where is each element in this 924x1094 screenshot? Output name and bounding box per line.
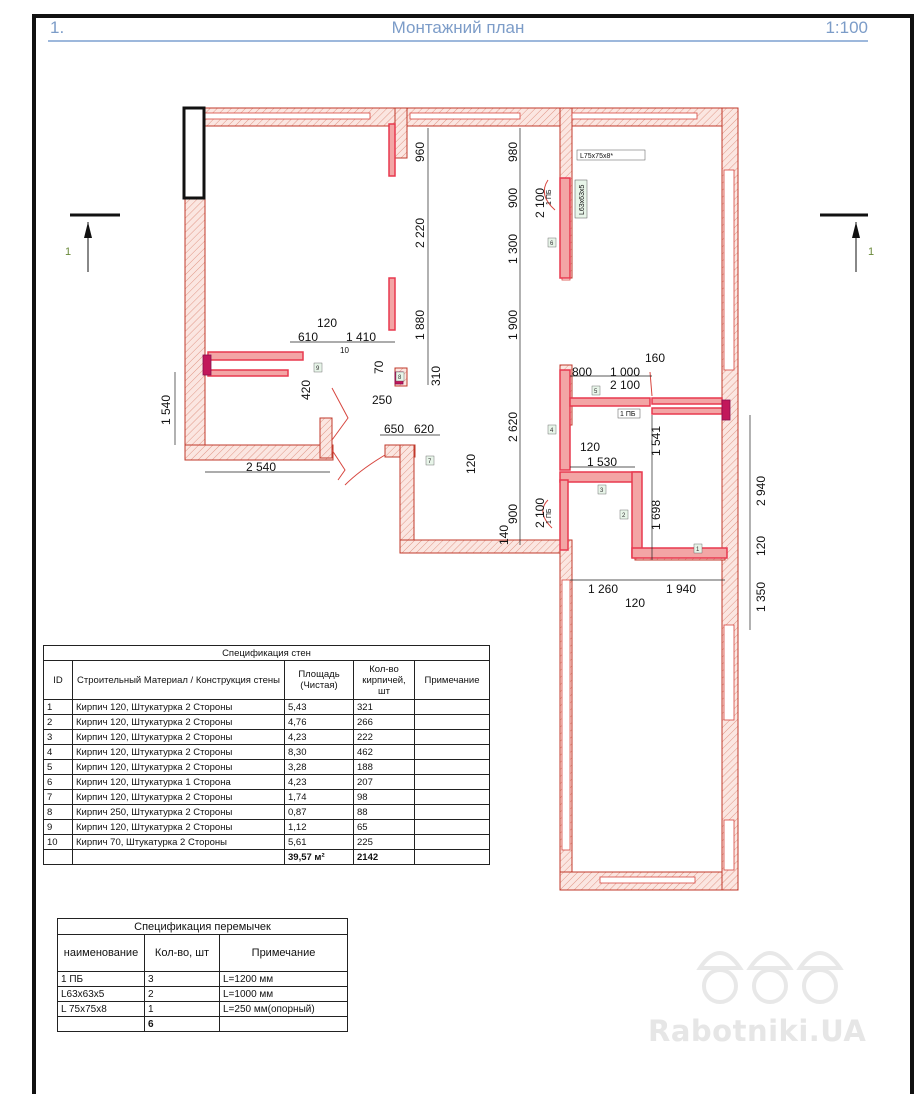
cell: 3 — [44, 730, 73, 745]
cell: Кирпич 120, Штукатурка 1 Сторона — [73, 775, 285, 790]
dim-120-d: 120 — [754, 535, 768, 556]
cell: 222 — [354, 730, 415, 745]
cell: 65 — [354, 820, 415, 835]
wall-id-1: 1 — [696, 547, 700, 553]
cell: 1 — [145, 1002, 220, 1017]
tag-1pb-top: 1 ПБ — [546, 189, 553, 205]
cell: 3,28 — [285, 760, 354, 775]
cell-empty — [44, 850, 73, 865]
wall-id-6: 6 — [550, 241, 554, 247]
section-mark-left — [65, 215, 120, 272]
cell — [415, 805, 490, 820]
dim-980: 980 — [506, 141, 520, 162]
dim-960: 960 — [413, 141, 427, 162]
cell: 4,23 — [285, 730, 354, 745]
lintels-header-qty: Кол-во, шт — [145, 935, 220, 972]
dim-310: 310 — [429, 365, 443, 386]
cell: Кирпич 70, Штукатурка 2 Стороны — [73, 835, 285, 850]
cell — [415, 835, 490, 850]
dim-1698: 1 698 — [649, 499, 663, 530]
dim-2100-a: 2 100 — [533, 187, 547, 218]
cell: 188 — [354, 760, 415, 775]
walls-header-bricks: Кол-во кирпичей, шт — [354, 661, 415, 700]
watermark-text: Rabotniki.UA — [648, 1014, 867, 1048]
table-row — [44, 835, 490, 850]
dim-1541: 1 541 — [649, 425, 663, 456]
lintels-total-row — [58, 1017, 348, 1032]
table-row — [44, 775, 490, 790]
walls-header-material: Строительный Материал / Конструкция стены — [73, 661, 285, 700]
dim-620: 620 — [414, 422, 435, 436]
cell: L=1000 мм — [220, 987, 348, 1002]
table-row — [44, 730, 490, 745]
dim-2100-b: 2 100 — [533, 497, 547, 528]
dim-160: 160 — [645, 351, 666, 365]
cell-empty — [220, 1017, 348, 1032]
cell: 4,23 — [285, 775, 354, 790]
cell — [415, 730, 490, 745]
sheet-number: 1. — [50, 18, 65, 37]
wall-id-3: 3 — [600, 488, 604, 494]
cell: 6 — [44, 775, 73, 790]
wall-id-4: 4 — [550, 428, 554, 434]
dim-900-a: 900 — [506, 187, 520, 208]
cell: 1,12 — [285, 820, 354, 835]
new-walls — [208, 124, 727, 558]
cell: Кирпич 120, Штукатурка 2 Стороны — [73, 700, 285, 715]
table-row — [44, 790, 490, 805]
lintels-spec-caption: Спецификация перемычек — [58, 919, 348, 935]
cell — [415, 790, 490, 805]
cell: 9 — [44, 820, 73, 835]
dim-1260: 1 260 — [588, 582, 619, 596]
tag-angle-63: L63x63x5 — [579, 184, 586, 215]
cell: 5,43 — [285, 700, 354, 715]
dim-250: 250 — [372, 393, 393, 407]
dim-120-b: 120 — [464, 453, 478, 474]
table-row — [44, 805, 490, 820]
cell: 0,87 — [285, 805, 354, 820]
table-row — [44, 745, 490, 760]
walls-header-note: Примечание — [415, 661, 490, 700]
cell — [415, 700, 490, 715]
walls-spec-table — [43, 645, 490, 865]
table-row — [44, 820, 490, 835]
dim-1900: 1 900 — [506, 309, 520, 340]
tag-1pb-mid: 1 ПБ — [620, 411, 636, 418]
dim-800: 800 — [572, 365, 593, 379]
cell — [415, 715, 490, 730]
cell: 4,76 — [285, 715, 354, 730]
cell — [415, 760, 490, 775]
dim-1530: 1 530 — [587, 455, 618, 469]
cell: Кирпич 120, Штукатурка 2 Стороны — [73, 730, 285, 745]
dim-120-c: 120 — [580, 440, 601, 454]
cell: Кирпич 120, Штукатурка 2 Стороны — [73, 745, 285, 760]
section-mark-right — [820, 215, 874, 272]
cell: 3 — [145, 972, 220, 987]
cell: 88 — [354, 805, 415, 820]
table-row — [58, 987, 348, 1002]
wall-id-2: 2 — [622, 513, 626, 519]
table-row — [58, 972, 348, 987]
cell: 1,74 — [285, 790, 354, 805]
dim-1000: 1 000 — [610, 365, 641, 379]
walls-spec-header-row — [44, 661, 490, 700]
dim-1300: 1 300 — [506, 233, 520, 264]
wall-tag-10: 10 — [340, 346, 349, 355]
cell: 98 — [354, 790, 415, 805]
dim-120-e: 120 — [625, 596, 646, 610]
dim-2100-c: 2 100 — [610, 378, 641, 392]
walls-total-row — [44, 850, 490, 865]
dim-420: 420 — [299, 379, 313, 400]
dim-2940: 2 940 — [754, 475, 768, 506]
dim-140: 140 — [497, 524, 511, 545]
cell: 462 — [354, 745, 415, 760]
sheet-scale: 1:100 — [825, 18, 868, 37]
dim-1540: 1 540 — [159, 394, 173, 425]
tag-angle-75: L75x75x8* — [580, 153, 614, 160]
section-label-left: 1 — [65, 246, 72, 258]
cell: Кирпич 250, Штукатурка 2 Стороны — [73, 805, 285, 820]
lintels-header-row — [58, 935, 348, 972]
table-row — [44, 760, 490, 775]
cell: 2 — [44, 715, 73, 730]
walls-header-id: ID — [44, 661, 73, 700]
existing-wall-cut — [184, 108, 204, 198]
table-row — [58, 1002, 348, 1017]
cell: Кирпич 120, Штукатурка 2 Стороны — [73, 760, 285, 775]
cell-empty — [73, 850, 285, 865]
dim-1880: 1 880 — [413, 309, 427, 340]
cell: 225 — [354, 835, 415, 850]
cell: 1 ПБ — [58, 972, 145, 987]
walls-total-area: 39,57 м² — [285, 850, 354, 865]
dim-120: 120 — [317, 316, 338, 330]
table-row — [44, 715, 490, 730]
cell: 7 — [44, 790, 73, 805]
tag-1pb-bottom: 1 ПБ — [546, 508, 553, 524]
cell: 2 — [145, 987, 220, 1002]
cell: 8,30 — [285, 745, 354, 760]
cell: L=1200 мм — [220, 972, 348, 987]
cell: 266 — [354, 715, 415, 730]
wall-id-5: 5 — [594, 389, 598, 395]
cell: 5 — [44, 760, 73, 775]
sheet-title: Монтажний план — [391, 18, 525, 37]
cell: 4 — [44, 745, 73, 760]
lintels-total: 6 — [145, 1017, 220, 1032]
wall-id-7: 7 — [428, 459, 432, 465]
cell: 8 — [44, 805, 73, 820]
wall-id-9: 9 — [316, 366, 320, 372]
wall-id-8: 8 — [398, 375, 402, 381]
cell: Кирпич 120, Штукатурка 2 Стороны — [73, 820, 285, 835]
cell-empty — [58, 1017, 145, 1032]
walls-spec-caption: Спецификация стен — [44, 646, 490, 661]
dim-1410: 1 410 — [346, 330, 377, 344]
dim-900-b: 900 — [506, 503, 520, 524]
cell: 5,61 — [285, 835, 354, 850]
dim-2540: 2 540 — [246, 460, 277, 474]
lintels-header-note: Примечание — [220, 935, 348, 972]
cell — [415, 745, 490, 760]
cell — [415, 820, 490, 835]
dim-2220: 2 220 — [413, 217, 427, 248]
cell: L=250 мм(опорный) — [220, 1002, 348, 1017]
cell: 10 — [44, 835, 73, 850]
cell: 321 — [354, 700, 415, 715]
cell — [415, 775, 490, 790]
cell: 1 — [44, 700, 73, 715]
section-label-right: 1 — [868, 246, 875, 258]
cell: L63x63x5 — [58, 987, 145, 1002]
dim-610: 610 — [298, 330, 319, 344]
cell: L 75x75x8 — [58, 1002, 145, 1017]
lintels-header-name: наименование — [58, 935, 145, 972]
walls-total-bricks: 2142 — [354, 850, 415, 865]
dim-2620: 2 620 — [506, 411, 520, 442]
table-row — [44, 700, 490, 715]
cell: Кирпич 120, Штукатурка 2 Стороны — [73, 790, 285, 805]
dim-70: 70 — [372, 360, 386, 374]
dim-1940: 1 940 — [666, 582, 697, 596]
cell: 207 — [354, 775, 415, 790]
dim-650: 650 — [384, 422, 405, 436]
cell-empty — [415, 850, 490, 865]
lintels-spec-table — [57, 918, 348, 1032]
walls-header-area: Площадь (Чистая) — [285, 661, 354, 700]
cell: Кирпич 120, Штукатурка 2 Стороны — [73, 715, 285, 730]
dim-1350: 1 350 — [754, 581, 768, 612]
